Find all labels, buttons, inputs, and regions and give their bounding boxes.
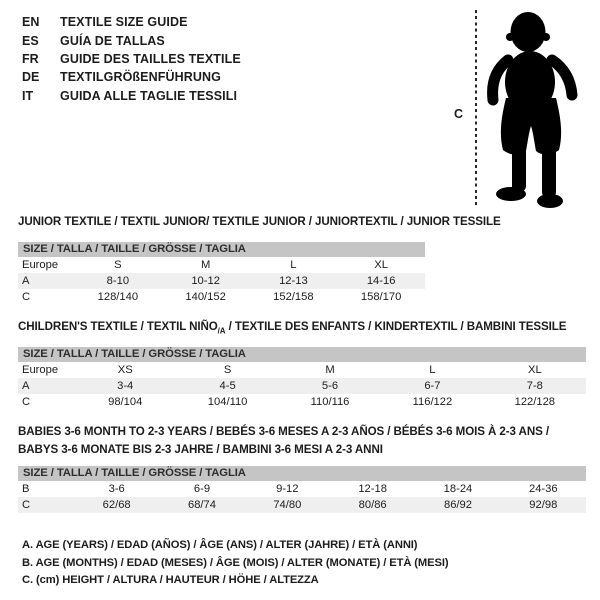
footnote-age-years: A. AGE (YEARS) / EDAD (AÑOS) / ÂGE (ANS) / ALTER (JAHRE) / ETÀ (ANNI)	[22, 539, 418, 551]
language-title: GUIDE DES TAILLES TEXTILE	[60, 51, 241, 66]
footnote-age-months: B. AGE (MONTHS) / EDAD (MESES) / ÂGE (MOIS) / ALTER (MONATE) / ETÀ (MESI)	[22, 556, 449, 569]
row-label: C	[22, 396, 31, 408]
language-title-list	[22, 13, 241, 105]
height-measure-dotted-line	[475, 10, 477, 208]
age-cell: 14-16	[366, 275, 396, 287]
table-row-europe	[18, 257, 425, 273]
size-cell: XL	[527, 364, 542, 376]
table-row-age	[18, 273, 425, 289]
size-cell: L	[290, 259, 297, 271]
age-cell: 8-10	[106, 275, 130, 287]
language-row-fr	[22, 50, 241, 68]
size-cell: XL	[374, 259, 388, 271]
language-row-en	[22, 13, 241, 31]
size-cell: XS	[117, 364, 133, 376]
children-title-subscript: /A	[217, 326, 226, 336]
months-cell: 3-6	[108, 483, 125, 495]
babies-title-line2: BABYS 3-6 MONATE BIS 2-3 JAHRE / BAMBINI 3-6 MESI A 2-3 ANNI	[18, 443, 383, 456]
language-code: IT	[22, 88, 34, 103]
children-title-prefix: CHILDREN'S TEXTILE / TEXTIL NIÑO	[18, 320, 218, 333]
size-cell: S	[223, 364, 232, 376]
table-row-age	[18, 378, 586, 394]
size-cell: M	[325, 364, 335, 376]
row-label: C	[22, 291, 31, 303]
language-row-it	[22, 87, 241, 105]
language-code: FR	[22, 51, 39, 66]
height-cell: 92/98	[529, 499, 558, 511]
months-cell: 18-24	[443, 483, 473, 495]
age-cell: 6-7	[424, 380, 441, 392]
row-label: Europe	[22, 364, 59, 376]
table-row-height	[18, 394, 586, 410]
footnote-height-cm: C. (cm) HEIGHT / ALTURA / HAUTEUR / HÖHE / ALTEZZA	[22, 574, 319, 587]
months-cell: 9-12	[276, 483, 299, 495]
size-cell: M	[200, 259, 211, 271]
children-section-title	[18, 318, 566, 340]
height-measure-label: C	[454, 107, 464, 121]
babies-size-table	[18, 466, 586, 513]
height-cell: 140/152	[185, 291, 226, 303]
language-title: GUÍA DE TALLAS	[60, 33, 165, 48]
row-label: B	[22, 483, 30, 495]
height-cell: 104/110	[207, 396, 248, 408]
height-cell: 152/158	[273, 291, 314, 303]
language-row-de	[22, 68, 241, 86]
table-row-europe	[18, 362, 586, 378]
row-label: A	[22, 275, 30, 287]
babies-section-title	[18, 423, 549, 459]
language-code: EN	[22, 15, 40, 30]
language-code: DE	[22, 70, 40, 85]
baby-silhouette-icon	[486, 10, 584, 210]
junior-size-table	[18, 242, 425, 305]
size-header-bar: SIZE / TALLA / TAILLE / GRÖSSE / TAGLIA	[18, 347, 586, 362]
months-cell: 12-18	[358, 483, 387, 495]
height-cell: 128/140	[97, 291, 139, 303]
junior-section-title: JUNIOR TEXTILE / TEXTIL JUNIOR/ TEXTILE JUNIOR / JUNIORTEXTIL / JUNIOR TESSILE	[18, 215, 501, 228]
children-size-table	[18, 347, 586, 410]
children-title-suffix: / TEXTILE DES ENFANTS / KINDERTEXTIL / BAMBINI TESSILE	[225, 320, 567, 333]
height-cell: 158/170	[360, 291, 402, 303]
row-label: A	[22, 380, 30, 392]
age-cell: 5-6	[321, 380, 339, 392]
age-cell: 3-4	[117, 380, 134, 392]
legend-footnotes	[22, 537, 449, 590]
height-cell: 86/92	[443, 499, 472, 511]
language-code: ES	[22, 33, 39, 48]
height-cell: 62/68	[102, 499, 131, 511]
age-cell: 7-8	[526, 380, 543, 392]
months-cell: 24-36	[528, 483, 558, 495]
size-header-bar: SIZE / TALLA / TAILLE / GRÖSSE / TAGLIA	[18, 466, 586, 481]
language-row-es	[22, 31, 241, 49]
age-cell: 12-13	[279, 275, 308, 287]
row-label: C	[22, 499, 31, 511]
language-title: TEXTILE SIZE GUIDE	[60, 15, 188, 30]
height-cell: 80/86	[358, 499, 387, 511]
table-row-age-months	[18, 481, 586, 497]
height-cell: 74/80	[273, 499, 302, 511]
babies-title-line1: BABIES 3-6 MONTH TO 2-3 YEARS / BEBÉS 3-6 MESES A 2-3 AÑOS / BÉBÉS 3-6 MOIS À 2-3 ANS /	[18, 425, 549, 438]
height-cell: 110/116	[310, 396, 350, 408]
height-cell: 68/74	[187, 499, 216, 511]
size-cell: S	[114, 259, 122, 271]
table-row-height	[18, 497, 586, 513]
language-title: TEXTILGRÖßENFÜHRUNG	[60, 70, 221, 85]
size-header-bar: SIZE / TALLA / TAILLE / GRÖSSE / TAGLIA	[18, 242, 425, 257]
size-cell: L	[429, 364, 436, 376]
height-cell: 122/128	[514, 396, 556, 408]
language-title: GUIDA ALLE TAGLIE TESSILI	[60, 88, 238, 103]
table-row-height	[18, 289, 425, 305]
row-label: Europe	[22, 259, 59, 271]
height-cell: 98/104	[108, 396, 143, 408]
age-cell: 4-5	[219, 380, 236, 392]
months-cell: 6-9	[193, 483, 211, 495]
height-cell: 116/122	[412, 396, 453, 408]
age-cell: 10-12	[191, 275, 220, 287]
